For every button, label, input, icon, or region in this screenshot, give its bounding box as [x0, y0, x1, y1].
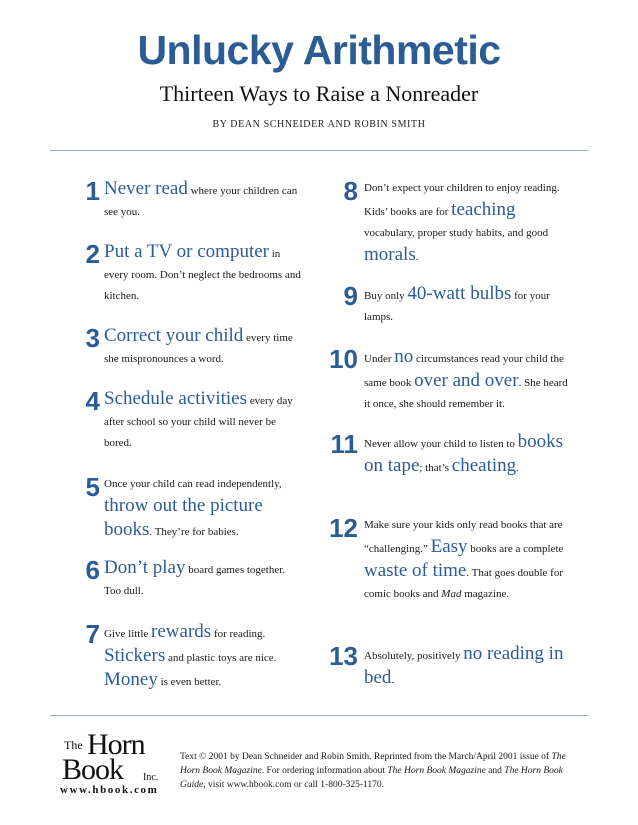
emphasis-phrase: Correct your child: [104, 325, 244, 346]
emphasis-phrase: Schedule activities: [104, 388, 247, 409]
copyright-notice: [180, 750, 580, 792]
emphasis-phrase: 40-watt bulbs: [407, 283, 512, 304]
horn-book-logo: [58, 728, 168, 798]
emphasis-phrase: no: [394, 346, 414, 367]
text-segment: ; that’s: [419, 462, 452, 474]
text-segment: Once your child can read independently,: [104, 478, 282, 490]
logo-inc: Inc.: [143, 772, 159, 783]
emphasis-phrase: waste of time: [364, 560, 467, 581]
emphasis-phrase: Put a TV or computer: [104, 241, 269, 262]
item-number: 7: [85, 619, 100, 649]
item-number: 9: [343, 281, 358, 311]
item-text: [364, 283, 569, 328]
item-text: [104, 557, 304, 602]
text-segment: and plastic toys are nice.: [165, 652, 277, 664]
emphasis-phrase: books on tape: [364, 431, 564, 476]
logo-book: Book: [62, 753, 124, 786]
emphasis-phrase: Easy: [430, 536, 468, 557]
page-subtitle: Thirteen Ways to Raise a Nonreader: [159, 81, 479, 106]
item-text: [104, 241, 304, 307]
emphasis-phrase: rewards: [151, 621, 212, 642]
item-number: 8: [343, 176, 358, 206]
text-segment: . That goes double for comic books and: [364, 567, 563, 600]
emphasis-phrase: morals: [364, 244, 416, 265]
text-segment: every time she mispronounces a word.: [104, 332, 293, 365]
text-segment: in every room. Don’t neglect the bedrooms and kitchen.: [104, 248, 301, 302]
item-text: [104, 178, 304, 223]
item-text: [364, 178, 569, 268]
text-segment: Text © 2001 by Dean Schneider and Robin Smith. Reprinted from the March/April 2001 issue of: [180, 752, 552, 762]
text-segment: vocabulary, proper study habits, and good: [364, 227, 549, 239]
item-number: 13: [329, 641, 358, 671]
emphasis-phrase: Don’t play: [104, 557, 186, 578]
text-segment: Give little: [104, 628, 152, 640]
emphasis-phrase: Stickers: [104, 645, 166, 666]
item-text: [104, 325, 304, 370]
item-number: 6: [85, 555, 100, 585]
emphasis-phrase: over and over: [414, 370, 519, 391]
emphasis-phrase: Money: [104, 669, 158, 690]
text-segment: for reading.: [211, 628, 266, 640]
item-number: 10: [329, 344, 358, 374]
item-number: 3: [85, 323, 100, 353]
text-segment: magazine.: [461, 588, 510, 600]
item-number: 11: [330, 429, 358, 459]
italic-title: The Horn Book Magazine: [387, 766, 486, 776]
text-segment: is even better.: [157, 676, 222, 688]
italic-title: The Horn Book Guide: [180, 766, 563, 790]
item-text: [364, 346, 569, 415]
item-text: [104, 388, 304, 454]
item-number: 1: [85, 176, 100, 206]
logo-horn: Horn: [87, 728, 145, 761]
text-segment: Buy only: [364, 290, 408, 302]
emphasis-phrase: cheating: [451, 455, 517, 476]
text-segment: . For ordering information about: [261, 766, 388, 776]
top-divider: [50, 150, 588, 151]
emphasis-phrase: Never read: [104, 178, 188, 199]
item-number: 4: [85, 386, 100, 416]
emphasis-phrase: throw out the picture books: [104, 495, 263, 540]
logo-the: The: [64, 738, 83, 752]
text-segment: and: [485, 766, 505, 776]
text-segment: . She heard it once, she should remember it.: [364, 377, 568, 410]
italic-title: The Horn Book Magazine: [180, 752, 566, 776]
text-segment: every day after school so your child will never be bored.: [104, 395, 293, 449]
item-number: 12: [329, 513, 358, 543]
item-text: [104, 474, 304, 543]
text-segment: , visit www.hbook.com or call 1-800-325-1170.: [203, 780, 385, 790]
text-segment: Under: [364, 353, 395, 365]
text-segment: .: [516, 462, 519, 474]
text-segment: Never allow your child to listen to: [364, 438, 518, 450]
italic-title: Mad: [441, 588, 462, 600]
text-segment: .: [391, 674, 395, 686]
item-number: 2: [85, 239, 100, 269]
byline: BY DEAN SCHNEIDER AND ROBIN SMITH: [212, 119, 426, 130]
item-text: [364, 643, 569, 691]
emphasis-phrase: teaching: [451, 199, 516, 220]
text-segment: books are a complete: [467, 543, 564, 555]
text-segment: board games together. Too dull.: [104, 564, 286, 597]
emphasis-phrase: no reading in bed: [364, 643, 564, 688]
text-segment: . They’re for babies.: [149, 526, 239, 538]
text-segment: circumstances read your child the same book: [364, 353, 564, 389]
text-segment: Make sure your kids only read books that are “challenging.”: [364, 519, 563, 555]
text-segment: Don’t expect your children to enjoy reading. Kids’ books are for: [364, 182, 560, 218]
logo-url: www.hbook.com: [60, 784, 159, 796]
item-text: [364, 515, 569, 605]
item-text: [364, 431, 569, 479]
bottom-divider: [50, 715, 588, 716]
item-text: [104, 621, 304, 693]
text-segment: where your children can see you.: [104, 185, 298, 218]
page-title: Unlucky Arithmetic: [137, 27, 501, 73]
item-number: 5: [85, 472, 100, 502]
text-segment: Absolutely, positively: [364, 650, 464, 662]
text-segment: .: [415, 251, 419, 263]
text-segment: for your lamps.: [364, 290, 550, 323]
